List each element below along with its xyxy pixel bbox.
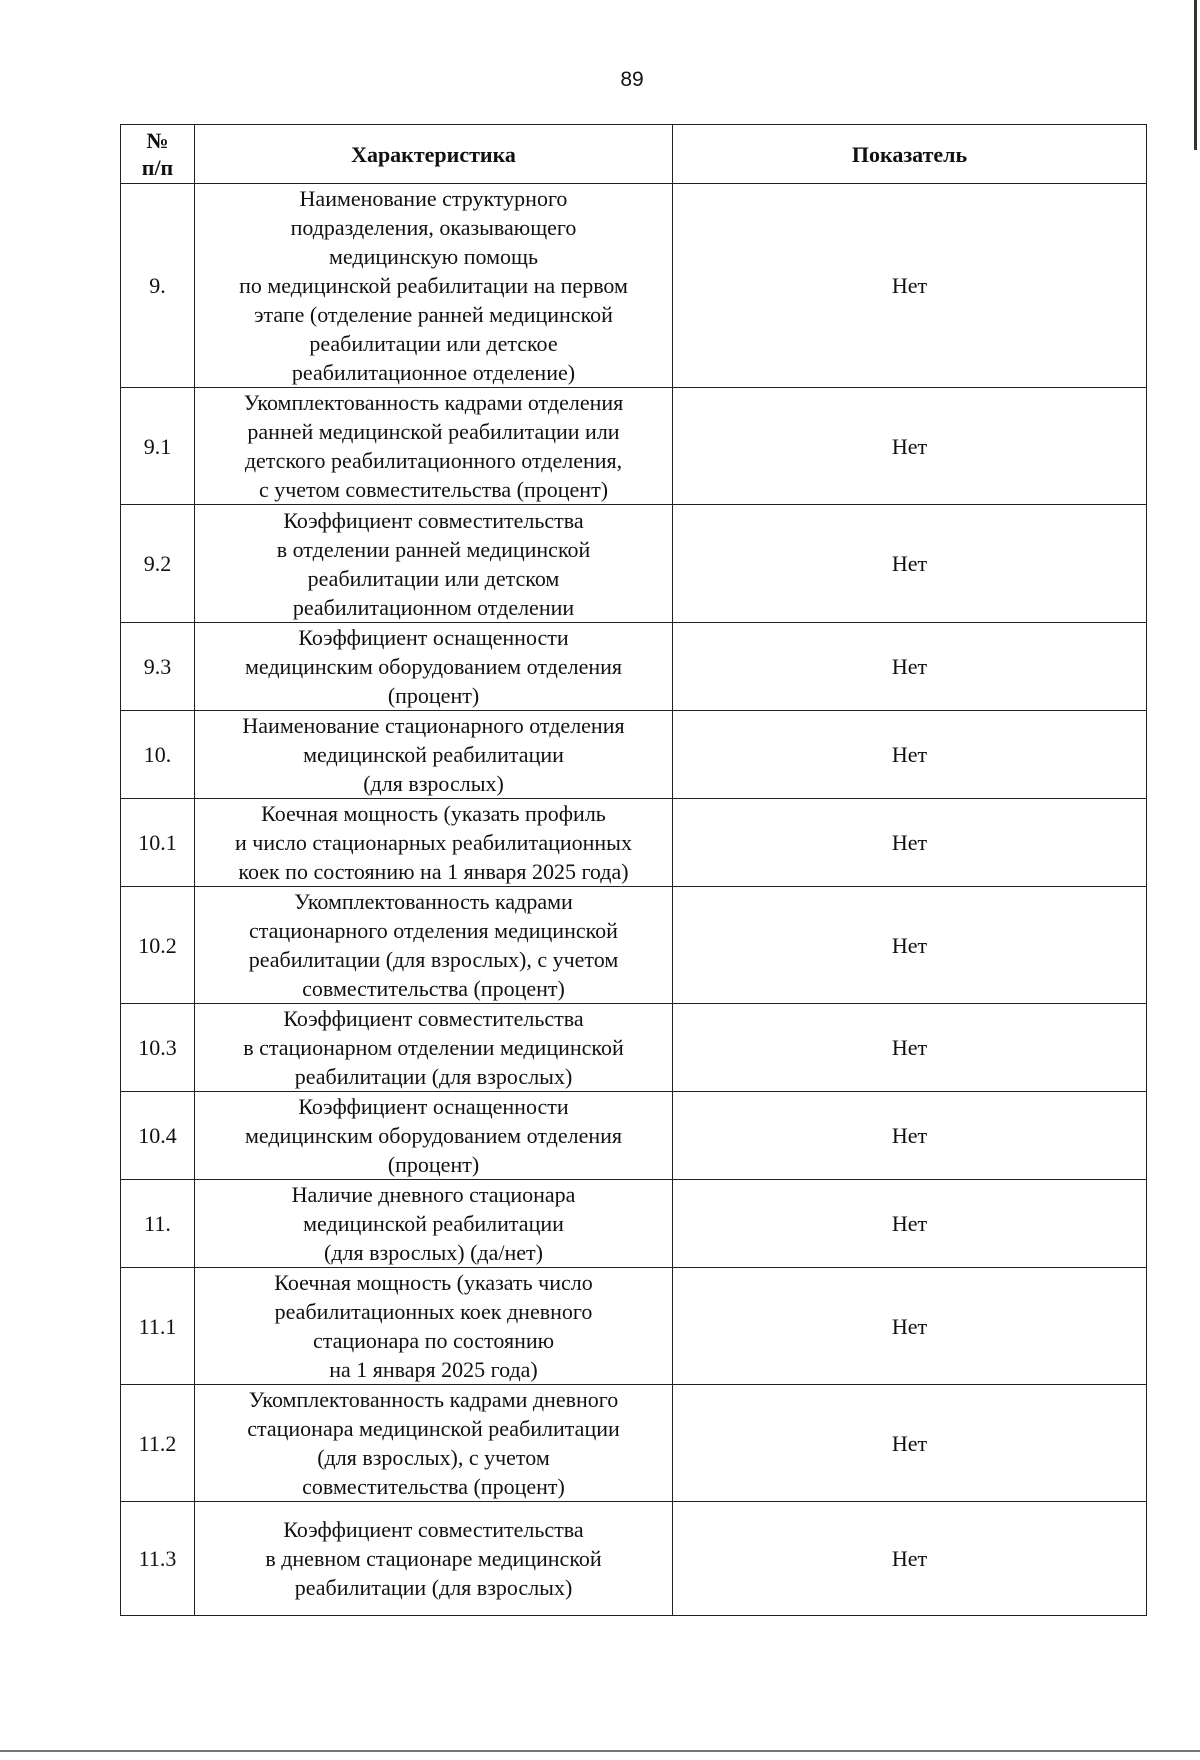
row-value: Нет [673, 505, 1147, 623]
row-number: 11.2 [121, 1385, 195, 1502]
table-header-row [121, 125, 1147, 184]
row-characteristic [195, 388, 673, 505]
characteristic-line: медицинским оборудованием отделения [244, 654, 623, 679]
row-characteristic [195, 1268, 673, 1385]
characteristic-line: Укомплектованность кадрами отделения [243, 390, 624, 415]
page-number: 89 [620, 68, 644, 91]
row-number: 10.1 [121, 799, 195, 887]
row-value: Нет [673, 388, 1147, 505]
scan-edge-line [1194, 0, 1197, 150]
row-characteristic [195, 799, 673, 887]
row-characteristic [195, 1092, 673, 1180]
row-value: Нет [673, 623, 1147, 711]
row-number: 9.3 [121, 623, 195, 711]
characteristic-line: в стационарном отделении медицинской [243, 1035, 624, 1060]
row-characteristic [195, 1004, 673, 1092]
characteristic-line: реабилитации (для взрослых), с учетом [248, 947, 619, 972]
row-number: 10. [121, 711, 195, 799]
characteristic-line: Коэффициент совместительства [283, 507, 584, 533]
row-characteristic [195, 1180, 673, 1268]
row-value: Нет [673, 799, 1147, 887]
scan-bottom-line [0, 1750, 1200, 1752]
table-row [121, 1385, 1147, 1502]
characteristic-line: реабилитационное отделение) [291, 360, 576, 385]
table-row [121, 799, 1147, 887]
characteristic-line: реабилитации (для взрослых) [294, 1575, 573, 1600]
characteristic-line: в отделении ранней медицинской [276, 536, 591, 562]
characteristic-line: Коечная мощность (указать число [274, 1270, 593, 1295]
row-number: 9.1 [121, 388, 195, 505]
table-row [121, 1502, 1147, 1616]
indicator-table [120, 124, 1147, 1616]
characteristic-line: этапе (отделение ранней медицинской [254, 302, 613, 327]
row-characteristic [195, 505, 673, 623]
characteristic-line: стационара по состоянию [312, 1328, 555, 1353]
row-value: Нет [673, 184, 1147, 388]
header-value: Показатель [673, 125, 1147, 184]
row-value: Нет [673, 1502, 1147, 1616]
characteristic-line: реабилитационном отделении [292, 594, 575, 620]
row-characteristic [195, 623, 673, 711]
table-row [121, 388, 1147, 505]
characteristic-line: стационарного отделения медицинской [249, 918, 618, 943]
characteristic-line: Укомплектованность кадрами [294, 889, 573, 914]
row-number: 11.3 [121, 1502, 195, 1616]
characteristic-line: Наименование структурного [299, 186, 568, 211]
table-row [121, 711, 1147, 799]
characteristic-line: Коэффициент совместительства [283, 1517, 584, 1542]
characteristic-line: медицинским оборудованием отделения [244, 1123, 623, 1148]
row-number: 10.2 [121, 887, 195, 1004]
characteristic-line: медицинской реабилитации [303, 1211, 564, 1236]
table-row [121, 1268, 1147, 1385]
table-body [121, 184, 1147, 1616]
characteristic-line: совместительства (процент) [302, 976, 565, 1001]
characteristic-line: реабилитации (для взрослых) [294, 1064, 573, 1089]
characteristic-line: в дневном стационаре медицинской [265, 1546, 602, 1571]
characteristic-line: коек по состоянию на 1 января 2025 года) [238, 859, 629, 884]
row-number: 10.3 [121, 1004, 195, 1092]
characteristic-line: подразделения, оказывающего [290, 215, 577, 240]
characteristic-line: Наличие дневного стационара [291, 1182, 576, 1207]
characteristic-line: реабилитации или детское [309, 331, 558, 356]
table-row [121, 623, 1147, 711]
characteristic-line: Укомплектованность кадрами дневного [248, 1387, 619, 1412]
characteristic-line: (для взрослых) [363, 771, 504, 796]
row-value: Нет [673, 1385, 1147, 1502]
row-characteristic [195, 887, 673, 1004]
characteristic-line: Коэффициент совместительства [283, 1006, 584, 1031]
row-value: Нет [673, 1004, 1147, 1092]
row-number: 11.1 [121, 1268, 195, 1385]
table-row [121, 887, 1147, 1004]
indicator-table-container [120, 124, 1146, 1616]
table-row [121, 1092, 1147, 1180]
row-number: 11. [121, 1180, 195, 1268]
characteristic-line: с учетом совместительства (процент) [258, 477, 609, 502]
row-value: Нет [673, 1180, 1147, 1268]
characteristic-line: стационара медицинской реабилитации [247, 1416, 620, 1441]
row-value: Нет [673, 887, 1147, 1004]
header-num: № п/п [121, 125, 195, 184]
row-characteristic [195, 711, 673, 799]
characteristic-line: Наименование стационарного отделения [242, 713, 625, 738]
row-characteristic [195, 1502, 673, 1616]
characteristic-line: детского реабилитационного отделения, [244, 448, 623, 473]
characteristic-line: на 1 января 2025 года) [329, 1357, 538, 1382]
characteristic-line: (для взрослых), с учетом [317, 1445, 550, 1470]
row-number: 9.2 [121, 505, 195, 623]
characteristic-line: и число стационарных реабилитационных [235, 830, 632, 855]
characteristic-line: (процент) [387, 683, 480, 708]
characteristic-line: медицинскую помощь [328, 244, 538, 269]
row-characteristic [195, 1385, 673, 1502]
row-characteristic [195, 184, 673, 388]
characteristic-line: медицинской реабилитации [303, 742, 564, 767]
characteristic-line: реабилитации или детском [307, 565, 560, 591]
characteristic-line: (процент) [387, 1152, 480, 1177]
table-row [121, 1004, 1147, 1092]
characteristic-line: по медицинской реабилитации на первом [239, 273, 628, 298]
header-characteristic: Характеристика [195, 125, 673, 184]
row-number: 9. [121, 184, 195, 388]
row-value: Нет [673, 711, 1147, 799]
table-row [121, 184, 1147, 388]
characteristic-line: совместительства (процент) [302, 1474, 565, 1499]
row-number: 10.4 [121, 1092, 195, 1180]
characteristic-line: Коечная мощность (указать профиль [261, 801, 606, 826]
characteristic-line: Коэффициент оснащенности [298, 625, 569, 650]
characteristic-line: ранней медицинской реабилитации или [247, 419, 620, 444]
characteristic-line: реабилитационных коек дневного [274, 1299, 593, 1324]
characteristic-line: (для взрослых) (да/нет) [324, 1240, 543, 1265]
table-row [121, 1180, 1147, 1268]
characteristic-line: Коэффициент оснащенности [298, 1094, 569, 1119]
row-value: Нет [673, 1092, 1147, 1180]
table-row [121, 505, 1147, 623]
row-value: Нет [673, 1268, 1147, 1385]
